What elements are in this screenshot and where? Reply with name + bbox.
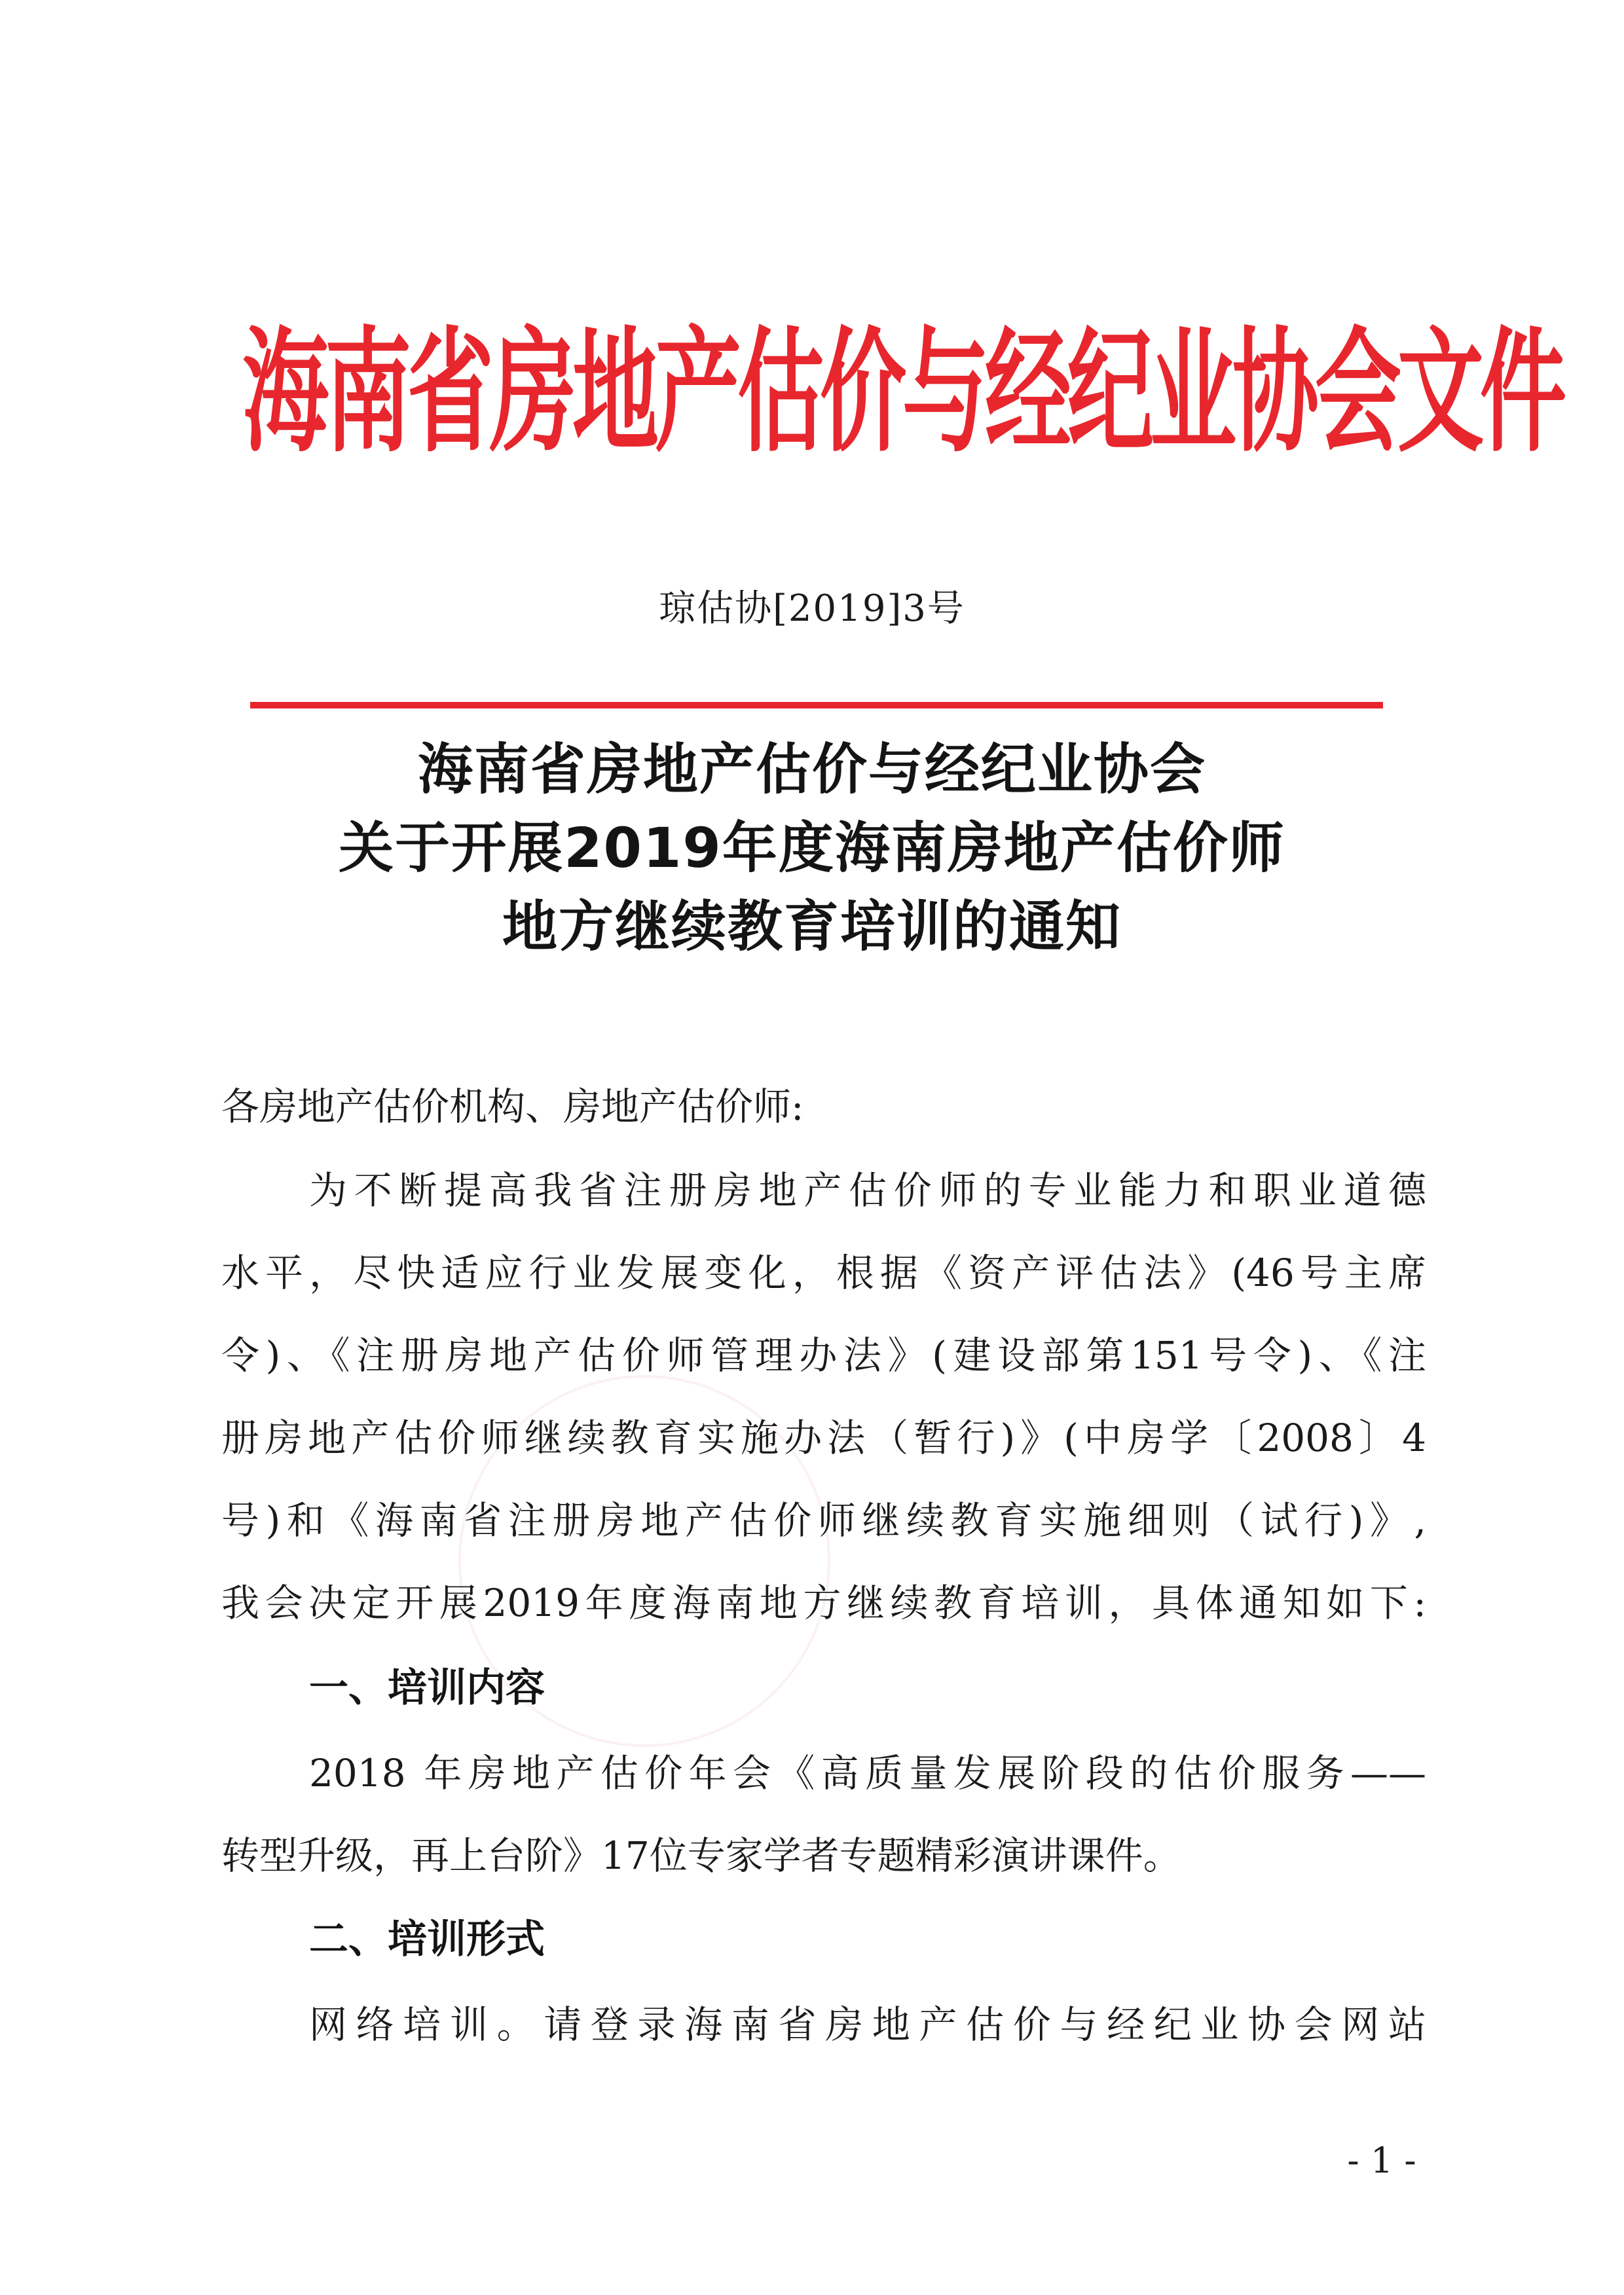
paragraph-line: 2018 年房地产估价年会《高质量发展阶段的估价服务—— <box>309 1751 1426 1795</box>
paragraph-line: 为不断提高我省注册房地产估价师的专业能力和职业道德 <box>309 1168 1426 1213</box>
org-header-banner: 海南省房地产估价与经纪业协会文件 <box>242 314 1562 471</box>
paragraph-line: 水平，尽快适应行业发展变化，根据《资产评估法》(46号主席 <box>221 1251 1426 1295</box>
paragraph-line: 转型升级，再上台阶》17位专家学者专题精彩演讲课件。 <box>221 1833 1181 1878</box>
notice-title-line-3: 地方继续教育培训的通知 <box>502 894 1122 959</box>
paragraph-line: 网络培训。请登录海南省房地产估价与经纪业协会网站 <box>309 2002 1426 2047</box>
paragraph-line: 我会决定开展2019年度海南地方继续教育培训，具体通知如下: <box>221 1581 1426 1625</box>
header-red-rule <box>250 702 1383 708</box>
notice-title-line-2: 关于开展2019年度海南房地产估价师 <box>339 816 1285 880</box>
paragraph-line: 令)、《注册房地产估价师管理办法》(建设部第151号令)、《注 <box>221 1333 1426 1378</box>
paragraph-line: 册房地产估价师继续教育实施办法（暂行)》(中房学〔2008〕4 <box>221 1416 1426 1460</box>
section-2-heading: 二、培训形式 <box>309 1917 545 1962</box>
paragraph-line: 号)和《海南省注册房地产估价师继续教育实施细则（试行)》, <box>221 1498 1426 1543</box>
page-number: - 1 - <box>1347 2140 1416 2181</box>
salutation: 各房地产估价机构、房地产估价师: <box>221 1084 804 1129</box>
notice-title-line-1: 海南省房地产估价与经纪业协会 <box>417 737 1206 801</box>
document-number: 琼估协[2019]3号 <box>659 587 965 630</box>
section-1-heading: 一、培训内容 <box>309 1665 545 1711</box>
